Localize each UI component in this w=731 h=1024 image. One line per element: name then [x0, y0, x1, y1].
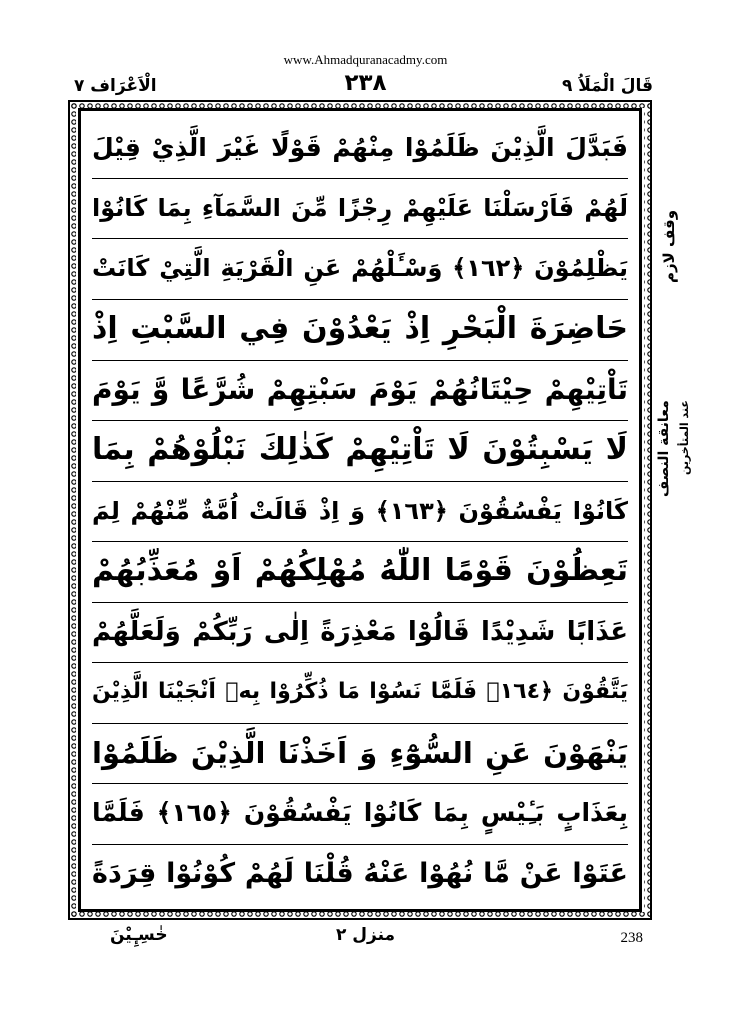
text-line: يَظْلِمُوْنَ ﴿١٦٢﴾ وَسْـَٔلْهُمْ عَنِ الْقَرْيَةِ الَّتِيْ كَانَتْ — [92, 254, 628, 282]
text-line: بِعَذَابٍ بَـِٔيْسٍ بِمَا كَانُوْا يَفْسُقُوْنَ ﴿١٦٥﴾ فَلَمَّا — [92, 798, 628, 827]
text-line: فَبَدَّلَ الَّذِيْنَ ظَلَمُوْا مِنْهُمْ قَوْلًا غَيْرَ الَّذِيْ قِيْلَ — [92, 133, 628, 162]
text-line: يَنْهَوْنَ عَنِ السُّوْٓءِ وَ اَخَذْنَا الَّذِيْنَ ظَلَمُوْا — [92, 736, 628, 770]
text-line: تَاْتِيْهِمْ حِيْتَانُهُمْ يَوْمَ سَبْتِهِمْ شُرَّعًا وَّ يَوْمَ — [92, 373, 628, 406]
text-line: لَا يَسْبِتُوْنَ لَا تَاْتِيْهِمْ كَذٰلِكَ نَبْلُوْهُمْ بِمَا — [92, 432, 628, 467]
margin-note-small: عند المتأخرين — [678, 400, 691, 475]
catchword: خٰسِـِٕيْنَ — [110, 925, 168, 945]
page-number: 238 — [620, 930, 643, 946]
margin-note-waqf: وقف لازم — [660, 210, 678, 284]
website-url: www.Ahmadquranacadmy.com — [283, 52, 448, 67]
juz-title: قَالَ الْمَلَاُ ٩ — [561, 76, 653, 96]
manzil-label: منزل ٢ — [335, 925, 396, 945]
text-line: حَاضِرَةَ الْبَحْرِ اِذْ يَعْدُوْنَ فِي السَّبْتِ اِذْ — [92, 311, 628, 346]
margin-note-muanaqa: معانقة النصف — [656, 400, 672, 497]
text-line: لَهُمْ فَاَرْسَلْنَا عَلَيْهِمْ رِجْزًا مِّنَ السَّمَآءِ بِمَا كَانُوْا — [92, 194, 628, 222]
text-line: عَذَابًا شَدِيْدًا قَالُوْا مَعْذِرَةً اِلٰى رَبِّكُمْ وَلَعَلَّهُمْ — [92, 617, 628, 647]
text-line: كَانُوْا يَفْسُقُوْنَ ﴿١٦٣﴾ وَ اِذْ قَالَتْ اُمَّةٌ مِّنْهُمْ لِمَ — [92, 497, 628, 525]
page-number-arabic: ٢٣٨ — [344, 70, 387, 96]
surah-title: الْاَعْرَاف ٧ — [74, 76, 157, 96]
quran-text-block — [92, 118, 628, 904]
text-line: يَتَّقُوْنَ ﴿١٦٤﴾ فَلَمَّا نَسُوْا مَا ذُكِّرُوْا بِهٖ اَنْجَيْنَا الَّذِيْنَ — [92, 679, 628, 704]
text-line: عَتَوْا عَنْ مَّا نُهُوْا عَنْهُ قُلْنَا لَهُمْ كُوْنُوْا قِرَدَةً — [92, 858, 628, 889]
text-line: تَعِظُوْنَ قَوْمًا اللّٰهُ مُهْلِكُهُمْ اَوْ مُعَذِّبُهُمْ — [92, 553, 628, 588]
